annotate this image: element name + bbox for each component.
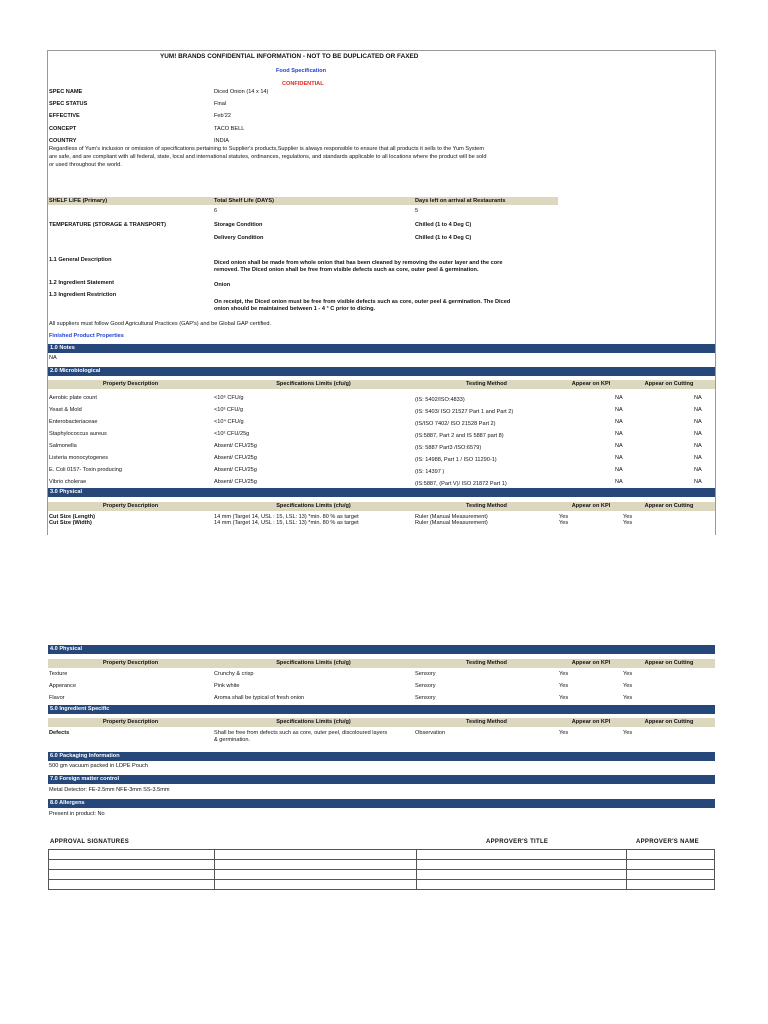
defects-cutting: Yes [623,730,633,736]
cutting-cell: NA [694,467,702,473]
kpi-cell: Yes [559,695,569,701]
col-cutting: Appear on Cutting [644,381,694,387]
table-row [48,681,715,693]
approver-title-label: APPROVER'S TITLE [486,839,549,845]
table-row [48,693,715,705]
general-description-line: Diced onion shall be made from whole onion that has been cleaned by removing the outer layer and the core [214,260,503,266]
property-cell: Aerobic plate count [49,395,97,401]
signature-cell[interactable] [215,880,417,890]
col-method: Testing Method [466,503,507,509]
cutting-cell: Yes [623,520,633,526]
method-cell: Sensory [415,683,436,689]
storage-label: Storage Condition [214,222,263,228]
name-cell[interactable] [627,860,715,870]
general-description-label: 1.1 General Description [49,257,112,263]
col-method: Testing Method [466,660,507,666]
physical-band: 3.0 Physical [48,488,715,497]
approval-table [48,849,715,890]
kpi-cell: Yes [559,683,569,689]
spec-cell: <10⁴ CFU/g [214,419,244,425]
spec-label: EFFECTIVE [49,113,80,119]
property-cell: Texture [49,671,68,677]
general-description-line: removed. The Diced onion shall be free from visible defects such as core, outer peel & germination. [214,267,479,273]
table-row [48,518,715,530]
table-row [48,429,715,441]
signature-cell[interactable] [215,850,417,860]
spec-value: TACO BELL [214,126,245,132]
cutting-cell: Yes [623,671,633,677]
approval-row [49,850,715,860]
spec-cell: 14 mm (Target 14, USL : 15, LSL: 13) *min. 80 % as target [214,514,359,520]
finished-product-label: Finished Product Properties [49,333,124,339]
confidential-banner: YUM! BRANDS CONFIDENTIAL INFORMATION - NOT TO BE DUPLICATED OR FAXED [160,53,419,60]
classification: CONFIDENTIAL [282,81,324,87]
table-row [48,393,715,405]
ingredient-column-header [48,718,715,727]
method-cell: Sensory [415,695,436,701]
method-cell: (IS:5887, (Part V)/ ISO 21872 Part 1) [415,481,507,487]
spec-cell: Absent/ CFU/25g [214,455,257,461]
spec-cell: Absent/ CFU/25g [214,479,257,485]
col-cutting: Appear on Cutting [644,719,694,725]
frame-top [47,50,716,51]
spec-value: Final [214,101,227,107]
cutting-cell: NA [694,419,702,425]
ingredient-restriction-line: On receipt, the Diced onion must be free from visible defects such as core, outer peel & germination. The Diced [214,299,511,305]
col-spec: Specifications Limits (cfu/g) [276,381,351,387]
defects-label: Defects [49,730,70,736]
property-cell: Staphylococcus aureus [49,431,107,437]
method-cell: (IS: 14988, Part 1 / ISO 11290-1) [415,457,497,463]
table-row [48,405,715,417]
signature-cell[interactable] [49,850,215,860]
title-cell[interactable] [417,870,627,880]
method-cell: (IS: 5402/ISO:4833) [415,397,465,403]
approval-row [49,870,715,880]
table-row [48,453,715,465]
microbiological-band: 2.0 Microbiological [48,367,715,376]
spec-label: COUNTRY [49,138,77,144]
col-property: Property Description [102,381,159,387]
spec-cell: Aroma shall be typical of fresh onion [214,695,305,701]
spec-cell: <10² CFU/25g [214,431,250,437]
method-cell: (IS/ISO 7402/ ISO 21528 Part 2) [415,421,496,427]
method-cell: Sensory [415,671,436,677]
notes-band: 1.0 Notes [48,344,715,353]
spec-cell: Crunchy & crisp [214,671,254,677]
kpi-cell: NA [615,479,623,485]
frame-right [715,50,716,535]
defects-spec [214,730,387,744]
spec-value: INDIA [214,138,229,144]
cutting-cell: NA [694,455,702,461]
spec-value: Diced Onion (14 x 14) [214,89,269,95]
cutting-cell: NA [694,395,702,401]
signature-cell[interactable] [49,870,215,880]
physical-column-header [48,502,715,511]
col-kpi: Appear on KPI [571,719,611,725]
total-shelf-label: Total Shelf Life (DAYS) [214,198,274,204]
name-cell[interactable] [627,850,715,860]
defects-kpi: Yes [559,730,569,736]
defects-spec-line: Shall be free from defects such as core, outer peel, discoloured layers [214,730,388,736]
kpi-cell: NA [615,407,623,413]
foreign-matter-band: 7.0 Foreign matter control [48,775,715,784]
kpi-cell: Yes [559,514,569,520]
col-method: Testing Method [466,719,507,725]
general-description [214,260,502,274]
property-cell: Enterobacteriaceae [49,419,98,425]
spec-label: CONCEPT [49,126,77,132]
physical-band-2: 4.0 Physical [48,645,715,654]
property-cell: Vibrio cholerae [49,479,87,485]
title-cell[interactable] [417,880,627,890]
kpi-cell: Yes [559,671,569,677]
method-cell: Ruler (Manual Measurement) [415,514,488,520]
allergens-band: 8.0 Allergens [48,799,715,808]
foreign-matter-value: Metal Detector: FE-2.5mm NFE-3mm SS-3.5mm [49,787,170,793]
spec-cell: Absent/ CFU/25g [214,443,257,449]
ingredient-restriction-label: 1.3 Ingredient Restriction [49,292,117,298]
property-cell: E. Coli 0157- Toxin producing [49,467,122,473]
notes-value: NA [49,355,57,361]
arrival-value: 5 [415,208,419,214]
title-cell[interactable] [417,850,627,860]
approval-signatures-label: APPROVAL SIGNATURES [50,839,130,845]
defects-method: Observation [415,730,446,736]
cutting-cell: Yes [623,683,633,689]
spec-cell: <10⁶ CFU/g [214,395,244,401]
signature-cell[interactable] [215,860,417,870]
doc-type: Food Specification [276,68,327,74]
col-spec: Specifications Limits (cfu/g) [276,660,351,666]
col-kpi: Appear on KPI [571,660,611,666]
property-cell: Cut Size (Length) [49,514,95,520]
cutting-cell: NA [694,407,702,413]
spec-label: SPEC NAME [49,89,83,95]
kpi-cell: NA [615,455,623,461]
kpi-cell: Yes [559,520,569,526]
name-cell[interactable] [627,870,715,880]
signature-cell[interactable] [49,880,215,890]
storage-value: Chilled (1 to 4 Deg C) [415,222,472,228]
col-kpi: Appear on KPI [571,381,611,387]
table-row [48,417,715,429]
property-cell: Flavor [49,695,65,701]
packaging-value: 500 gm vacuum packed in LDPE Pouch [49,763,148,769]
spec-cell: Absent/ CFU/25g [214,467,257,473]
method-cell: Ruler (Manual Measurement) [415,520,488,526]
gap-note: All suppliers must follow Good Agricultural Practices (GAP's) and be Global GAP certified. [49,321,272,327]
table-row [48,441,715,453]
property-cell: Yeast & Mold [49,407,82,413]
method-cell: (IS: 14397 ) [415,469,445,475]
col-cutting: Appear on Cutting [644,660,694,666]
disclaimer [49,145,487,169]
property-cell: Listeria monocytogenes [49,455,109,461]
col-property: Property Description [102,503,159,509]
micro-column-header [48,380,715,389]
ingredient-statement-value: Onion [214,282,231,288]
signature-cell[interactable] [49,860,215,870]
col-spec: Specifications Limits (cfu/g) [276,503,351,509]
ingredient-band: 5.0 Ingredient Specific [48,705,715,714]
spec-cell: <10³ CFU/g [214,407,244,413]
approver-name-label: APPROVER'S NAME [636,839,699,845]
method-cell: (IS: 5887 Part3 /ISO:6579) [415,445,482,451]
arrival-label: Days left on arrival at Restaurants [415,198,506,204]
method-cell: (IS: 5403/ ISO 21527 Part 1 and Part 2) [415,409,514,415]
approval-row [49,880,715,890]
col-kpi: Appear on KPI [571,503,611,509]
method-cell: (IS:5887, Part 2 and IS 5887 part 8) [415,433,504,439]
spec-label: SPEC STATUS [49,101,88,107]
temperature-label: TEMPERATURE (STORAGE & TRANSPORT) [49,222,166,228]
cutting-cell: NA [694,431,702,437]
kpi-cell: NA [615,467,623,473]
col-property: Property Description [102,660,159,666]
property-cell: Cut Size (Width) [49,520,92,526]
col-spec: Specifications Limits (cfu/g) [276,719,351,725]
kpi-cell: NA [615,395,623,401]
signature-cell[interactable] [215,870,417,880]
packaging-band: 6.0 Packaging Information [48,752,715,761]
name-cell[interactable] [627,880,715,890]
delivery-label: Delivery Condition [214,235,264,241]
cutting-cell: NA [694,443,702,449]
kpi-cell: NA [615,443,623,449]
col-property: Property Description [102,719,159,725]
col-method: Testing Method [466,381,507,387]
table-row [48,465,715,477]
total-shelf-value: 6 [214,208,218,214]
kpi-cell: NA [615,419,623,425]
spec-cell: 14 mm (Target 14, USL : 15, LSL: 13) *min. 80 % as target [214,520,359,526]
shelf-life-label: SHELF LIFE (Primary) [49,198,108,204]
table-row [48,669,715,681]
defects-spec-line: & germination. [214,737,251,743]
delivery-value: Chilled (1 to 4 Deg C) [415,235,472,241]
ingredient-restriction-line: onion should be maintained between 1 - 4 ° C prior to dicing. [214,306,376,312]
property-cell: Apperance [49,683,77,689]
spec-value: Feb'22 [214,113,231,119]
cutting-cell: Yes [623,514,633,520]
cutting-cell: NA [694,479,702,485]
property-cell: Salmonella [49,443,77,449]
kpi-cell: NA [615,431,623,437]
physical2-column-header [48,659,715,668]
allergens-value: Present in product: No [49,811,105,817]
disclaimer-line: are safe, and are compliant with all federal, state, local and international statutes, ordinances, regulations, and standards applicable to all locations where the product will be sold [49,154,487,160]
ingredient-statement-label: 1.2 Ingredient Statement [49,280,114,286]
disclaimer-line: or used throughout the world. [49,162,122,168]
title-cell[interactable] [417,860,627,870]
cutting-cell: Yes [623,695,633,701]
col-cutting: Appear on Cutting [644,503,694,509]
disclaimer-line: Regardless of Yum's inclusion or omission of specifications pertaining to Supplier's products,Supplier is always responsible to ensure that all products it sells to the Yum System [49,146,485,152]
ingredient-restriction [214,299,510,313]
spec-cell: Pink white [214,683,240,689]
approval-row [49,860,715,870]
